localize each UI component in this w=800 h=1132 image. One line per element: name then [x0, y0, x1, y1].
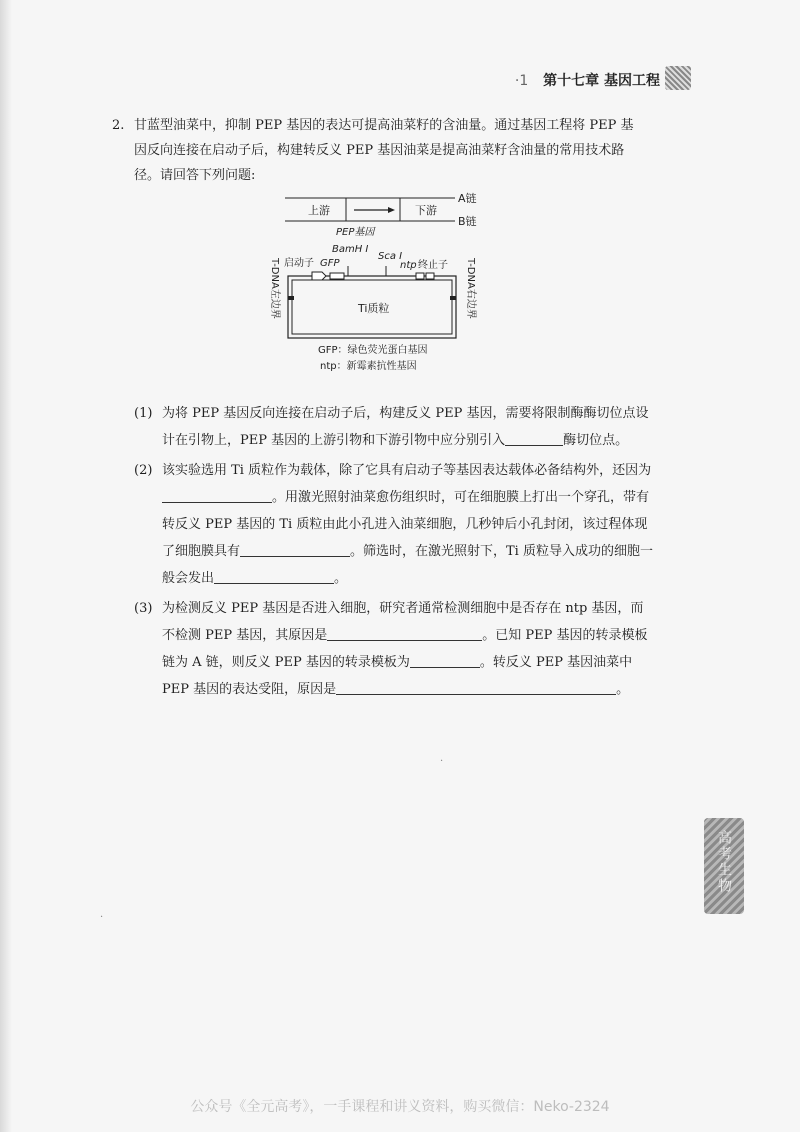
- a-chain-label: A链: [458, 192, 477, 205]
- sub-question-text: 该实验选用 Ti 质粒作为载体，除了它具有启动子等基因表达载体必备结构外，还因为: [162, 463, 652, 478]
- chapter-logo-icon: [665, 66, 691, 90]
- answer-blank[interactable]: [162, 488, 272, 503]
- sca1-label: Sca I: [378, 251, 403, 262]
- answer-blank[interactable]: [327, 626, 482, 641]
- answer-blank[interactable]: [214, 569, 334, 584]
- sub-question-number: (2): [134, 463, 153, 478]
- side-tab-label: 高考生物: [716, 830, 732, 894]
- header-mark: ·1: [514, 73, 529, 89]
- gene-plasmid-diagram: [250, 188, 510, 378]
- sub-question-text: 。转反义 PEP 基因油菜中 PEP 基因的表达受阻，原因是: [162, 655, 633, 697]
- sub-question-text: 为检测反义 PEP 基因是否进入细胞，研究者通常检测细胞中是否存在 ntp 基因，而不检测 PEP 基因，其原因是: [162, 601, 644, 643]
- pep-gene-label: PEP基因: [336, 227, 375, 238]
- side-thumb-tab: [704, 818, 744, 914]
- legend-ntp: ntp：新霉素抗性基因: [320, 361, 417, 372]
- ntp-label: ntp: [400, 260, 417, 271]
- sub-question-1: [134, 400, 654, 454]
- sub-question-text: 为将 PEP 基因反向连接在启动子后，构建反义 PEP 基因，需要将限制酶酶切位点设计在引物上，PEP 基因的上游引物和下游引物中应分别引入: [162, 406, 649, 448]
- question-stem: 甘蓝型油菜中，抑制 PEP 基因的表达可提高油菜籽的含油量。通过基因工程将 PEP 基因反向连接在启动子后，构建转反义 PEP 基因油菜是提高油菜籽含油量的常用技术路径。请回答下列问题:: [134, 118, 634, 183]
- direction-arrowhead: [388, 207, 395, 213]
- sub-question-text: 。筛选时，在激光照射下，Ti 质粒导入成功的细胞一般会发出: [162, 544, 653, 586]
- sub-question-text: 。已知 PEP 基因的转录模板链为 A 链，则反义 PEP 基因的转录模板为: [162, 628, 648, 670]
- promoter-symbol: [312, 272, 326, 280]
- b-chain-label: B链: [458, 215, 477, 228]
- ti-plasmid-label: Ti质粒: [358, 302, 390, 315]
- sub-question-number: (3): [134, 601, 153, 616]
- scan-speck: ·: [100, 912, 104, 923]
- left-border-label: T-DNA左边界: [269, 258, 280, 319]
- page-edge-shadow: [0, 0, 12, 1132]
- sub-question-text: 酶切位点。: [563, 433, 629, 448]
- sub-question-number: (1): [134, 406, 153, 421]
- chapter-title: 第十七章 基因工程: [543, 73, 660, 89]
- downstream-label: 下游: [415, 204, 437, 217]
- answer-blank[interactable]: [336, 680, 616, 695]
- upstream-label: 上游: [308, 204, 330, 217]
- sub-question-text: 。: [616, 682, 630, 697]
- ntp-symbol: [416, 273, 424, 279]
- question-2: [112, 113, 642, 188]
- sub-question-2: [134, 457, 654, 592]
- gfp-symbol: [330, 273, 344, 279]
- terminator-symbol: [426, 273, 434, 279]
- right-border-label: T-DNA右边界: [465, 258, 476, 319]
- answer-blank[interactable]: [240, 542, 350, 557]
- gfp-label: GFP: [320, 258, 340, 269]
- question-number: 2.: [112, 118, 125, 133]
- promoter-label: 启动子: [284, 258, 314, 269]
- scan-speck: ·: [440, 756, 444, 767]
- sub-question-text: 。用激光照射油菜愈伤组织时，可在细胞膜上打出一个穿孔，带有转反义 PEP 基因的 Ti 质粒由此小孔进入油菜细胞，几秒钟后小孔封闭，该过程体现了细胞膜具有: [162, 490, 650, 559]
- bamh1-label: BamH I: [332, 244, 369, 255]
- sub-question-3: [134, 595, 654, 703]
- answer-blank[interactable]: [505, 431, 563, 446]
- footer-watermark: 公众号《全元高考》，一手课程和讲义资料，购买微信：Neko-2324: [190, 1099, 610, 1115]
- sub-question-text: 。: [334, 571, 348, 586]
- terminator-label: 终止子: [418, 260, 448, 271]
- sub-questions: [134, 400, 654, 706]
- answer-blank[interactable]: [410, 653, 480, 668]
- legend-gfp: GFP：绿色荧光蛋白基因: [318, 345, 428, 356]
- chapter-header: [515, 70, 660, 90]
